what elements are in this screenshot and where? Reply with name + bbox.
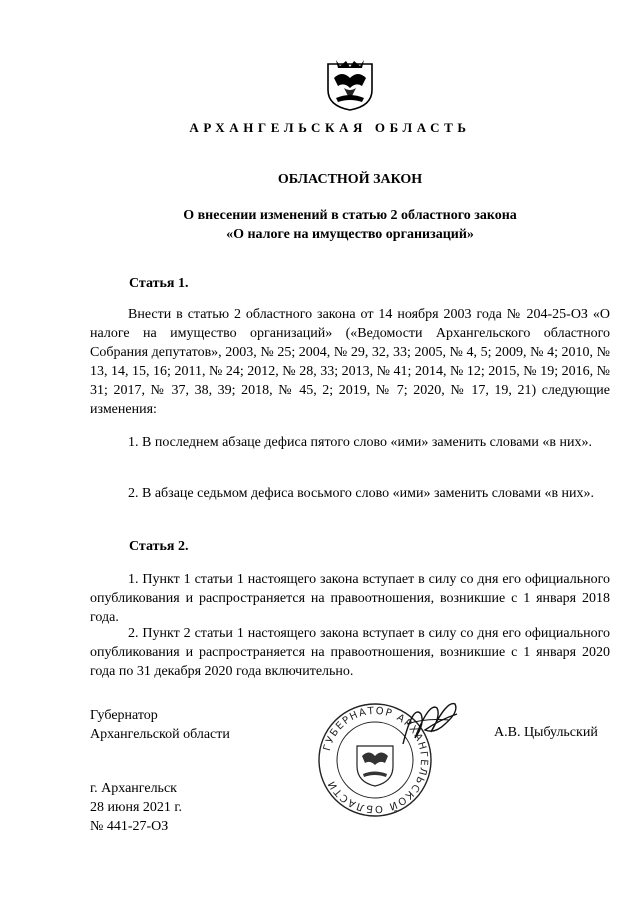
article-1-intro-text: Внести в статью 2 областного закона от 14 ноября 2003 года № 204-25-ОЗ «О налоге на имущество организаций» («Ведомости Архангельского областного Собрания депутатов», 2003, № 25; 2004, № 29, 32, 33; 2005, № 4, 5; 2009, № 4; 2010, № 13, 14, 15, 16; 2011, № 24; 2012, № 28, 33; 2013, № 41; 2014, № 12; 2015, № 19; 2016, № 31; 2017, № 37, 38, 39; 2018, № 45, 2; 2019, № 7; 2020, № 17, 19, 21) следующие изменения: xyxy=(90,307,610,417)
handwritten-signature xyxy=(395,694,465,754)
region-name: АРХАНГЕЛЬСКАЯ ОБЛАСТЬ xyxy=(189,120,471,135)
article-1-item-2-text: 2. В абзаце седьмом дефиса восьмого слово «ими» заменить словами «в них». xyxy=(128,486,595,501)
document-footer xyxy=(90,779,182,836)
law-type: ОБЛАСТНОЙ ЗАКОН xyxy=(277,172,423,187)
article-2-heading: Статья 2. xyxy=(129,539,189,554)
law-title-line-2: «О налоге на имущество организаций» xyxy=(226,227,474,242)
signatory-position xyxy=(90,706,230,744)
article-1-heading: Статья 1. xyxy=(129,276,189,291)
article-2-item-2-text: 2. Пункт 2 статьи 1 настоящего закона вступает в силу со дня его официального опубликования и распространяется на правоотношения, возникшие с 1 января 2020 года по 31 декабря 2020 года включительно. xyxy=(90,626,610,679)
seal-text: ГУБЕРНАТОР АРХАНГЕЛЬСКОЙ ОБЛАСТИ xyxy=(321,705,430,815)
article-1-item-2 xyxy=(90,484,610,503)
coat-of-arms-icon xyxy=(322,56,378,112)
signatory-position-line-2: Архангельской области xyxy=(90,727,230,742)
article-2-item-1-text: 1. Пункт 1 статьи 1 настоящего закона вступает в силу со дня его официального опубликования и распространяется на правоотношения, возникшие с 1 января 2018 года. xyxy=(90,572,610,625)
article-1-item-1-text: 1. В последнем абзаце дефиса пятого слово «ими» заменить словами «в них». xyxy=(128,435,592,450)
signatory-position-line-1: Губернатор xyxy=(90,708,158,723)
article-2-item-2 xyxy=(90,624,610,681)
article-2-item-1 xyxy=(90,570,610,627)
law-title xyxy=(0,206,640,244)
document-number: № 441-27-ОЗ xyxy=(90,819,169,834)
document-date: 28 июня 2021 г. xyxy=(90,800,183,815)
signatory-name: А.В. Цыбульский xyxy=(494,725,598,740)
law-title-line-1: О внесении изменений в статью 2 областного закона xyxy=(183,208,517,223)
document-city: г. Архангельск xyxy=(90,781,177,796)
article-1-intro xyxy=(90,305,610,419)
article-1-item-1 xyxy=(90,433,610,452)
